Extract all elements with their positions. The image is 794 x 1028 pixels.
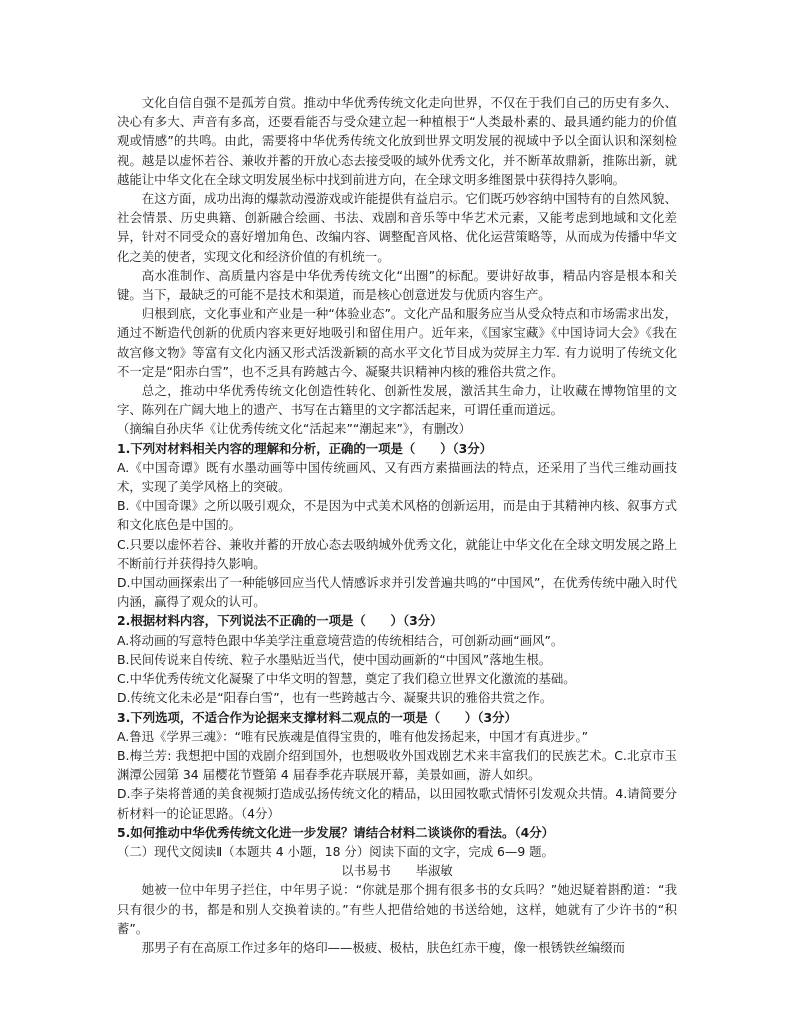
- article-paragraph-1: 文化自信自强不是孤芳自赏。推动中华优秀传统文化走向世界，不仅在于我们自己的历史有多久、决心有多大、声音有多高，还要看能否与受众建立起一种植根于“人类最朴素的、最具通约能力的价值观或情感”的共鸣。由此，需要将中华优秀传统文化放到世界文明发展的视域中予以全面认识和深刻检视。越是以虚怀若谷、兼收并蓄的开放心态去接受吸的域外优秀文化，并不断革故鼎新，推陈出新，就越能让中华文化在全球文明发展坐标中找到前进方向，在全球文明多维图景中获得持久影响。: [117, 95, 677, 187]
- question-1-option-a: A.《中国奇谭》既有水墨动画等中国传统画风、又有西方素描画法的特点，还采用了当代三维动画技术，实现了美学风格上的突破。: [117, 459, 677, 495]
- question-1-stem: 1.下列对材料相关内容的理解和分析，正确的一项是（ ）（3分）: [117, 440, 493, 456]
- question-2-option-a: A.将动画的写意特色跟中华美学注重意境营造的传统相结合，可创新动画“画风”。: [117, 632, 564, 648]
- question-2-option-b: B.民间传说来自传统、粒子水墨贴近当代，使中国动画新的“中国风”落地生根。: [117, 651, 552, 667]
- article-paragraph-4: 归根到底，文化事业和产业是一种“体验业态”。文化产品和服务应当从受众特点和市场需求出发，通过不断造代创新的优质内容来更好地吸引和留住用户。近年来，《国家宝藏》《中国诗词大会》《我在故宫修文物》等富有文化内涵又形式活泼新颖的高水平文化节目成为荧屏主力军. 有力说明了传统文化不一定是“阳赤白雪”，也不乏具有跨越古今、凝聚共识精神内核的雅俗共赏之作。: [117, 306, 677, 379]
- question-1-option-c: C.只要以虚怀若谷、兼收并蓄的开放心态去吸纳城外优秀文化，就能让中华文化在全球文明发展之路上不断前行并获得持久影响。: [117, 536, 677, 571]
- document-page: [117, 93, 677, 957]
- article-paragraph-5: 总之，推动中华优秀传统文化创造性转化、创新性发展，激活其生命力，让收藏在博物馆里的文字、陈列在广阔大地上的遗产、书写在古籍里的文字都活起来，可谓任重而道远。: [117, 383, 677, 418]
- article-paragraph-2: 在这方面，成功出海的爆款动漫游戏或许能提供有益启示。它们既巧妙容纳中国特有的自然风貌、社会情景、历史典籍、创新融合绘画、书法、戏剧和音乐等中华艺术元素，又能考虑到地域和文化差异，针对不同受众的喜好增加角色、改编内容、调整配音风格、优化运营策略等，从而成为传播中华文化之美的使者，实现文化和经济价值的有机统一。: [117, 191, 677, 264]
- article-source: （摘编自孙庆华《让优秀传统文化“活起来”“潮起来”》，有删改）: [117, 421, 472, 437]
- question-1-option-d: D.中国动画探索出了一种能够回应当代人情感诉求并引发普遍共鸣的“中国风”，在优秀传统中融入时代内涵，赢得了观众的认可。: [117, 575, 677, 610]
- question-5: 5.如何推动中华优秀传统文化进一步发展？请结合材料二谈谈你的看法。（4分）: [117, 824, 555, 840]
- question-3-option-d-question-4: D.李子柒将普通的美食视频打造成弘扬传统文化的精品，以田园牧歌式情怀引发观众共情。4.请简要分析材料一的论证思路。（4分）: [117, 786, 677, 821]
- question-2-option-c: C.中华优秀传统文化凝聚了中华文明的智慧，奠定了我们稳立世界文化激流的基础。: [117, 671, 576, 687]
- section-2-title: 以书易书 毕淑敏: [341, 863, 453, 879]
- story-paragraph-2: 那男子有在高原工作过多年的烙印——极疲、极枯，肤色红赤干瘦，像一根锈铁丝编缀而: [141, 939, 626, 955]
- story-paragraph-1: 她被一位中年男子拦住，中年男子说：“你就是那个拥有很多书的女兵吗？”她迟疑着斟酌道：“我只有很少的书，都是和别人交换着读的。”有些人把借给她的书送给她，这样，她就有了少许书的“积蓄”。: [117, 882, 677, 936]
- question-3-stem: 3.下列选项，不适合作为论据来支撑材料二观点的一项是（ ）（3分）: [117, 709, 517, 725]
- question-1-option-b: B.《中国奇课》之所以吸引观众，不是因为中式美术风格的创新运用，而是由于其精神内核、叙事方式和文化底色是中国的。: [117, 498, 677, 533]
- article-paragraph-3: 高水准制作、高质量内容是中华优秀传统文化“出圈”的标配。要讲好故事，精品内容是根本和关键。当下，最缺乏的可能不是技术和渠道，而是核心创意迸发与优质内容生产。: [117, 267, 677, 303]
- question-3-option-bc: B.梅兰芳: 我想把中国的戏剧介绍到国外，也想吸收外国戏剧艺术来丰富我们的民族艺术。C.北京市玉渊潭公园第 34 届樱花节暨第 4 届春季花卉联展开幕，美景如画，游人如织。: [117, 747, 677, 783]
- question-2-stem: 2.根据材料内容，下列说法不正确的一项是（ ）（3分）: [117, 613, 443, 629]
- question-3-option-a: A.鲁迅《学界三魂》：“唯有民族魂是值得宝贵的，唯有他发扬起来，中国才有真进步。”: [117, 728, 589, 744]
- question-2-option-d: D.传统文化未必是“阳春白雪”，也有一些跨越古今、凝聚共识的雅俗共赏之作。: [117, 690, 553, 706]
- section-2-header: （二）现代文阅读Ⅱ（本题共 4 小题，18 分）阅读下面的文字，完成 6—9 题。: [117, 843, 554, 859]
